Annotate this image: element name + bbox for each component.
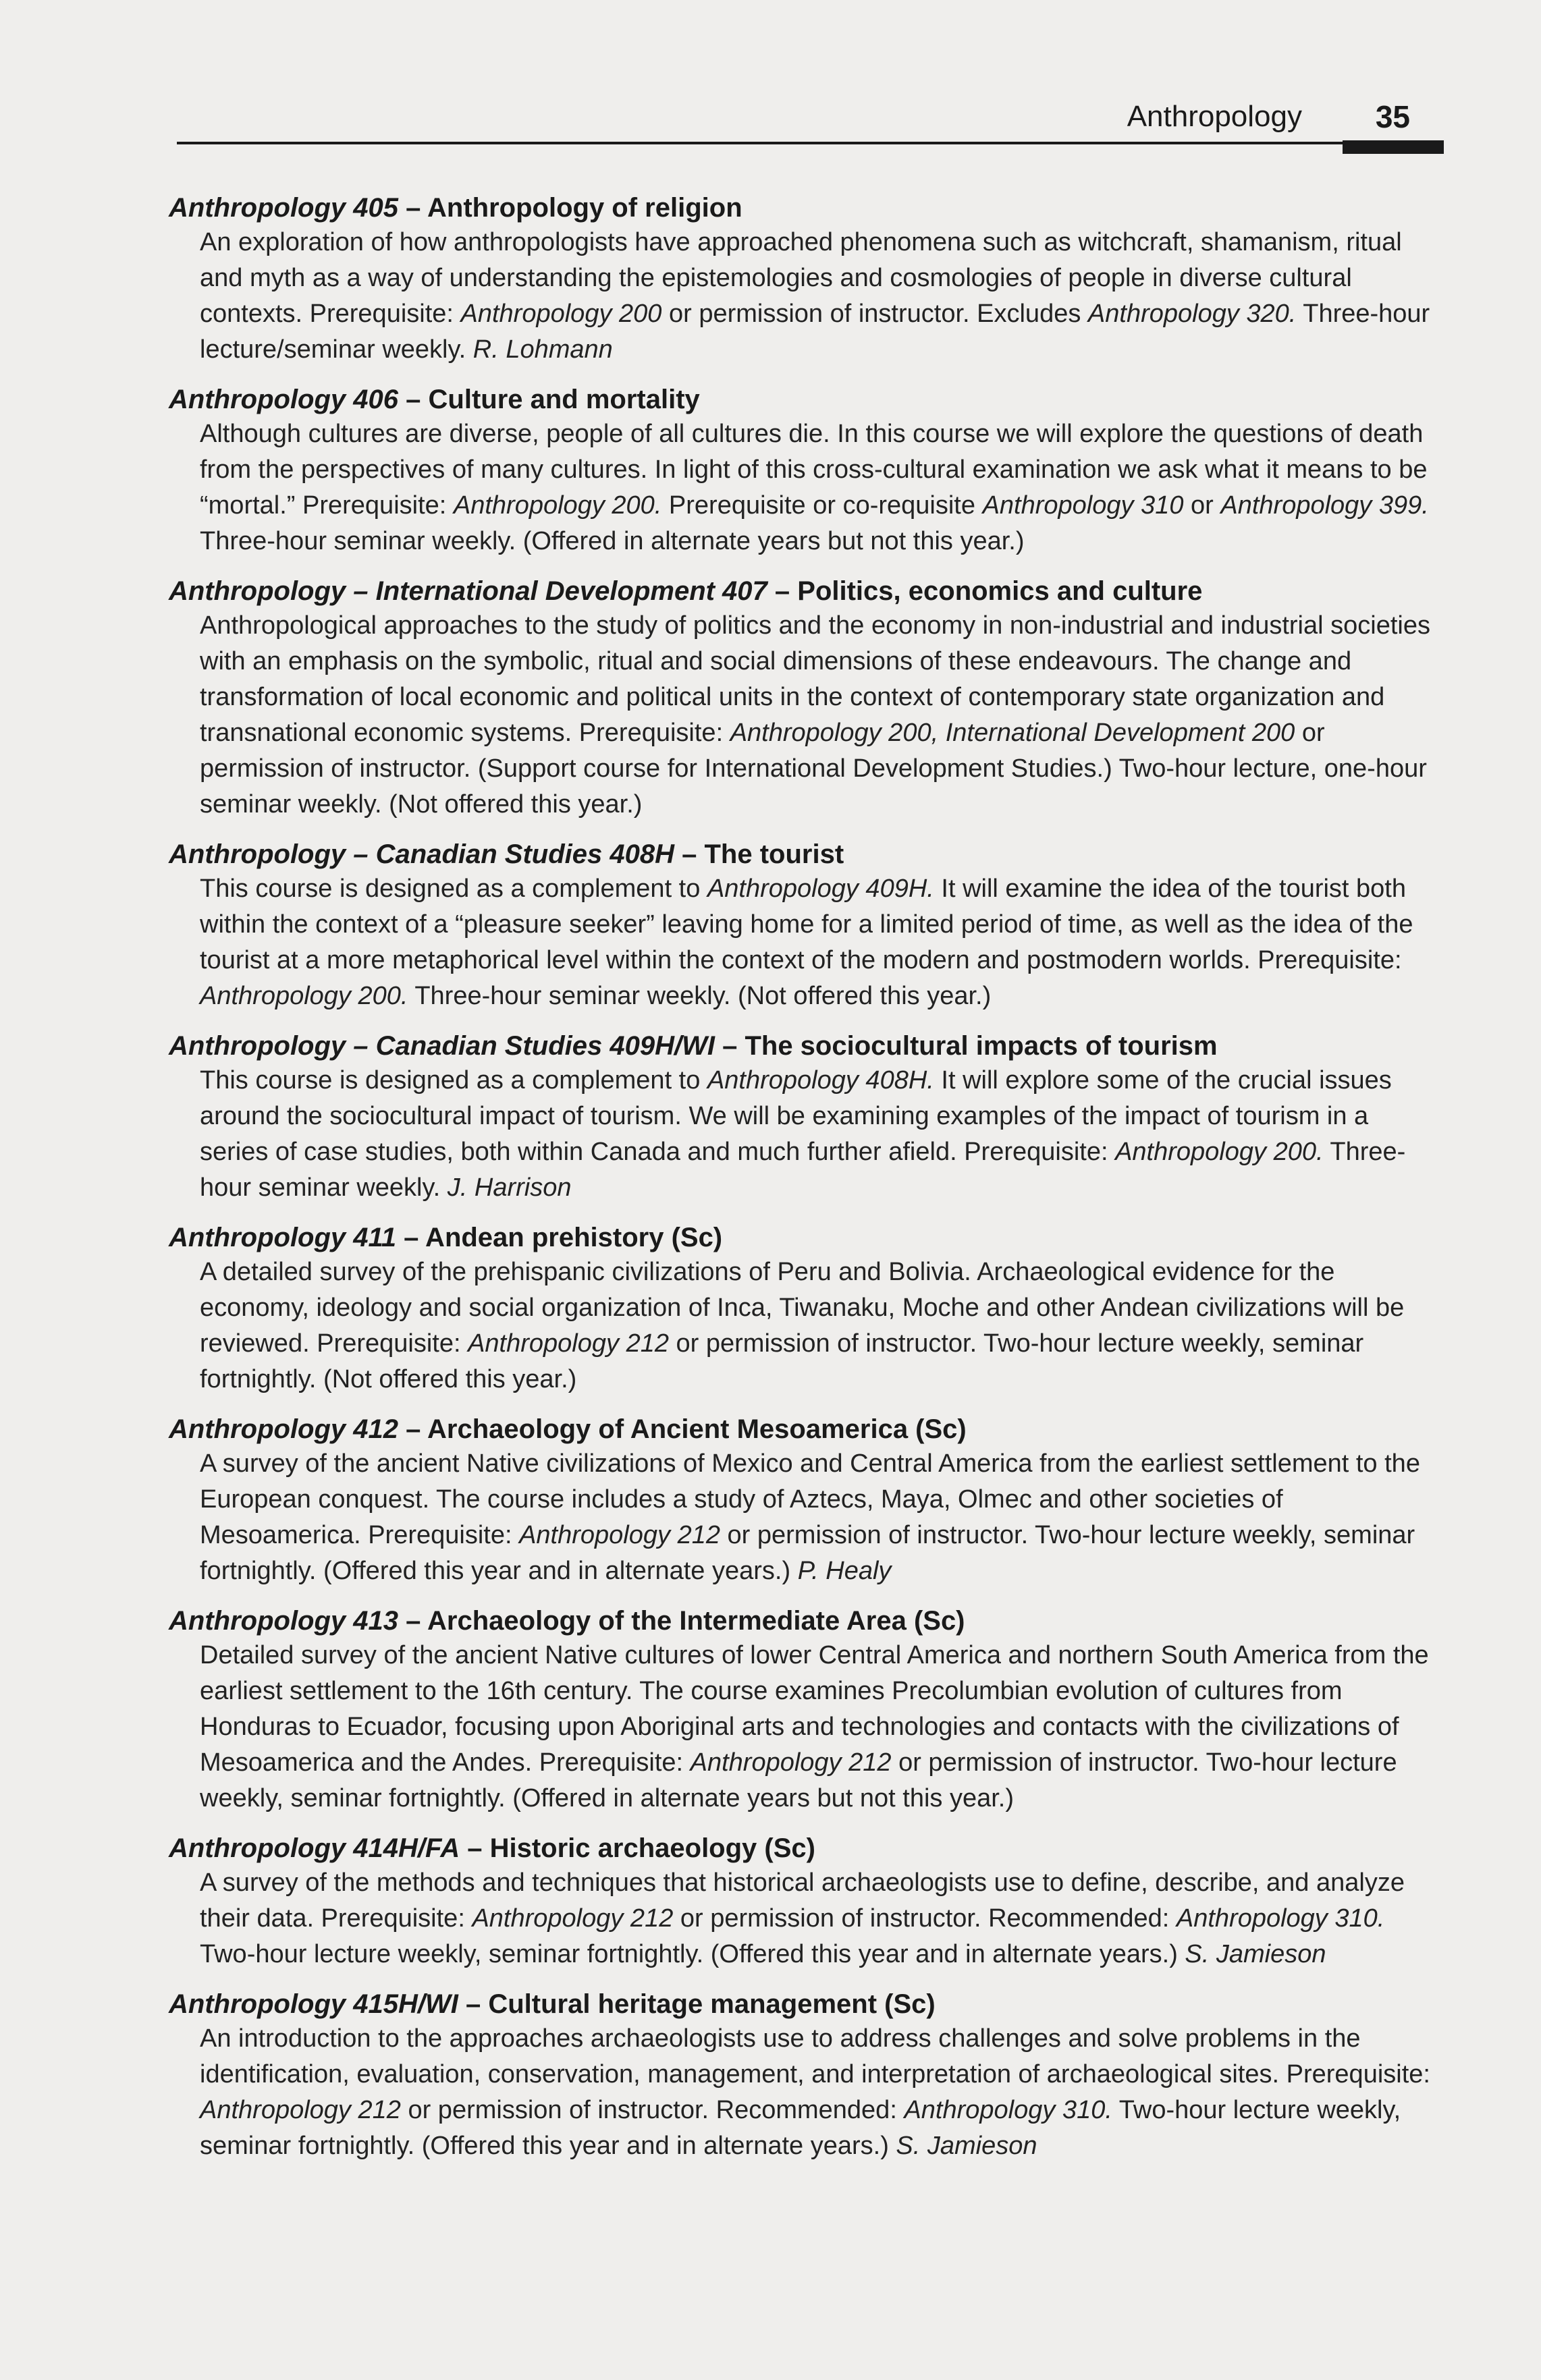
course-reference: P. Healy bbox=[797, 1557, 892, 1585]
course-entry bbox=[169, 837, 1444, 1014]
course-entry bbox=[169, 1831, 1444, 1972]
course-title bbox=[169, 574, 1444, 608]
course-reference: Anthropology 399. bbox=[1220, 491, 1429, 520]
description-text: Two-hour lecture weekly, seminar fortnightly. (Offered this year and in alternate years.) bbox=[200, 2096, 1401, 2160]
description-text: A detailed survey of the prehispanic civilizations of Peru and Bolivia. Archaeological evidence for the economy, ideology and social organization of Inca, Tiwanaku, Moche and other Andean civilizations will be reviewed. Prerequisite: bbox=[200, 1258, 1405, 1358]
course-entry bbox=[169, 383, 1444, 559]
page-number: 35 bbox=[1375, 99, 1410, 134]
course-title bbox=[169, 1412, 1444, 1446]
course-code: Anthropology 412 bbox=[169, 1414, 399, 1444]
course-code: Anthropology – Canadian Studies 409H/WI bbox=[169, 1031, 715, 1061]
description-text: A survey of the methods and techniques that historical archaeologists use to define, describe, and analyze their data. Prerequisite: bbox=[200, 1869, 1405, 1933]
course-description bbox=[169, 1063, 1444, 1206]
course-title bbox=[169, 837, 1444, 871]
course-reference: Anthropology 409H. bbox=[707, 875, 934, 903]
course-description bbox=[169, 1865, 1444, 1972]
course-reference: Anthropology 200. bbox=[453, 491, 662, 520]
description-text: A survey of the ancient Native civilizations of Mexico and Central America from the earliest settlement to the European conquest. The course includes a study of Aztecs, Maya, Olmec and other societies of Mesoamerica. Prerequisite: bbox=[200, 1449, 1420, 1549]
course-title bbox=[169, 1831, 1444, 1865]
course-name: – Anthropology of religion bbox=[398, 193, 742, 223]
course-title bbox=[169, 1221, 1444, 1254]
course-description bbox=[169, 871, 1444, 1014]
course-entry bbox=[169, 191, 1444, 368]
header-tab bbox=[1343, 140, 1444, 154]
description-text: or permission of instructor. Two-hour lecture weekly, seminar fortnightly. (Not offered this year.) bbox=[200, 1329, 1364, 1393]
course-list bbox=[169, 191, 1444, 2179]
course-code: Anthropology – Canadian Studies 408H bbox=[169, 839, 675, 869]
course-entry bbox=[169, 574, 1444, 823]
course-description bbox=[169, 1254, 1444, 1397]
course-name: – Historic archaeology (Sc) bbox=[460, 1833, 815, 1863]
description-text: Three-hour seminar weekly. (Not offered this year.) bbox=[408, 982, 992, 1010]
course-reference: Anthropology 212 bbox=[468, 1329, 669, 1358]
course-name: – Politics, economics and culture bbox=[767, 576, 1203, 606]
description-text: or permission of instructor. Two-hour lecture weekly, seminar fortnightly. (Offered this year and in alternate years.) bbox=[200, 1521, 1415, 1585]
description-text: Three-hour seminar weekly. bbox=[200, 1138, 1406, 1202]
description-text: An introduction to the approaches archaeologists use to address challenges and solve problems in the identification, evaluation, conservation, management, and interpretation of archaeological sites. Prerequisite: bbox=[200, 2024, 1430, 2088]
course-entry bbox=[169, 1412, 1444, 1589]
course-title bbox=[169, 383, 1444, 416]
course-reference: Anthropology 408H. bbox=[707, 1066, 934, 1095]
course-reference: Anthropology 200. bbox=[200, 982, 408, 1010]
course-name: – Culture and mortality bbox=[398, 385, 700, 414]
course-description bbox=[169, 225, 1444, 368]
course-code: Anthropology 411 bbox=[169, 1223, 397, 1252]
course-description bbox=[169, 608, 1444, 823]
description-text: Although cultures are diverse, people of all cultures die. In this course we will explore the questions of death from the perspectives of many cultures. In light of this cross-cultural examination we ask what it means to be “mortal.” Prerequisite: bbox=[200, 420, 1428, 520]
course-reference: Anthropology 212 bbox=[690, 1748, 892, 1777]
description-text: or permission of instructor. Excludes bbox=[661, 300, 1088, 328]
course-name: – Archaeology of the Intermediate Area (Sc) bbox=[398, 1606, 965, 1636]
description-text: Two-hour lecture weekly, seminar fortnightly. (Offered this year and in alternate years.) bbox=[200, 1940, 1185, 1968]
description-text: or permission of instructor. (Support course for International Development Studies.) Two-hour lecture, one-hour seminar weekly. (Not offered this year.) bbox=[200, 719, 1427, 819]
course-reference: Anthropology 200. bbox=[1115, 1138, 1324, 1166]
description-text: It will explore some of the crucial issues around the sociocultural impact of tourism. We will be examining examples of the impact of tourism in a series of case studies, both within Canada and much further afield. Prerequisite: bbox=[200, 1066, 1392, 1166]
running-head: Anthropology bbox=[1127, 100, 1302, 133]
course-name: – Cultural heritage management (Sc) bbox=[458, 1989, 936, 2019]
course-reference: S. Jamieson bbox=[896, 2132, 1037, 2160]
course-reference: Anthropology 200 bbox=[460, 300, 662, 328]
course-reference: Anthropology 212 bbox=[472, 1904, 674, 1933]
description-text: Prerequisite or co-requisite bbox=[661, 491, 983, 520]
course-entry bbox=[169, 1029, 1444, 1206]
course-code: Anthropology 415H/WI bbox=[169, 1989, 458, 2019]
course-reference: S. Jamieson bbox=[1185, 1940, 1326, 1968]
course-title bbox=[169, 191, 1444, 225]
course-name: – Archaeology of Ancient Mesoamerica (Sc) bbox=[398, 1414, 967, 1444]
description-text: This course is designed as a complement to bbox=[200, 1066, 707, 1095]
course-description bbox=[169, 1638, 1444, 1817]
course-code: Anthropology 413 bbox=[169, 1606, 399, 1636]
course-entry bbox=[169, 1604, 1444, 1817]
course-description bbox=[169, 1446, 1444, 1589]
course-description bbox=[169, 416, 1444, 559]
description-text: This course is designed as a complement to bbox=[200, 875, 707, 903]
course-name: – The tourist bbox=[674, 839, 844, 869]
course-title bbox=[169, 1029, 1444, 1063]
course-reference: Anthropology 310. bbox=[904, 2096, 1112, 2124]
description-text: or bbox=[1183, 491, 1221, 520]
course-reference: Anthropology 310 bbox=[982, 491, 1184, 520]
description-text: Anthropological approaches to the study of politics and the economy in non-industrial and industrial societies with an emphasis on the symbolic, ritual and social dimensions of these endeavours. The change and transformation of local economic and political units in the context of contemporary state organization and transnational economic systems. Prerequisite: bbox=[200, 611, 1430, 747]
course-entry bbox=[169, 1221, 1444, 1397]
course-name: – The sociocultural impacts of tourism bbox=[714, 1031, 1218, 1061]
course-title bbox=[169, 1987, 1444, 2021]
description-text: Detailed survey of the ancient Native cultures of lower Central America and northern South America from the earliest settlement to the 16th century. The course examines Precolumbian evolution of cultures from Honduras to Ecuador, focusing upon Aboriginal arts and technologies and contacts with the civilizations of Mesoamerica and the Andes. Prerequisite: bbox=[200, 1641, 1429, 1777]
page-header bbox=[177, 94, 1444, 153]
course-title bbox=[169, 1604, 1444, 1638]
course-reference: Anthropology 200, International Development 200 bbox=[730, 719, 1295, 747]
course-reference: Anthropology 212 bbox=[200, 2096, 401, 2124]
description-text: or permission of instructor. Recommended: bbox=[673, 1904, 1177, 1933]
course-name: – Andean prehistory (Sc) bbox=[396, 1223, 723, 1252]
description-text: or permission of instructor. Recommended: bbox=[400, 2096, 904, 2124]
description-text: Three-hour lecture/seminar weekly. bbox=[200, 300, 1430, 364]
course-reference: R. Lohmann bbox=[472, 335, 613, 364]
course-reference: J. Harrison bbox=[447, 1173, 572, 1202]
course-entry bbox=[169, 1987, 1444, 2164]
description-text: or permission of instructor. Two-hour lecture weekly, seminar fortnightly. (Offered in alternate years but not this year.) bbox=[200, 1748, 1397, 1812]
description-text: It will examine the idea of the tourist both within the context of a “pleasure seeker” leaving home for a limited period of time, as well as the idea of the tourist at a more metaphorical level within the context of the modern and postmodern worlds. Prerequisite: bbox=[200, 875, 1413, 974]
course-reference: Anthropology 310. bbox=[1176, 1904, 1385, 1933]
course-description bbox=[169, 2021, 1444, 2164]
header-rule bbox=[177, 142, 1444, 144]
course-code: Anthropology – International Development 407 bbox=[169, 576, 767, 606]
description-text: An exploration of how anthropologists have approached phenomena such as witchcraft, shamanism, ritual and myth as a way of understanding the epistemologies and cosmologies of people in diverse cultural contexts. Prerequisite: bbox=[200, 228, 1402, 328]
course-reference: Anthropology 212 bbox=[519, 1521, 720, 1549]
course-code: Anthropology 414H/FA bbox=[169, 1833, 460, 1863]
description-text: Three-hour seminar weekly. (Offered in alternate years but not this year.) bbox=[200, 527, 1025, 555]
course-code: Anthropology 405 bbox=[169, 193, 399, 223]
course-code: Anthropology 406 bbox=[169, 385, 399, 414]
course-reference: Anthropology 320. bbox=[1087, 300, 1297, 328]
